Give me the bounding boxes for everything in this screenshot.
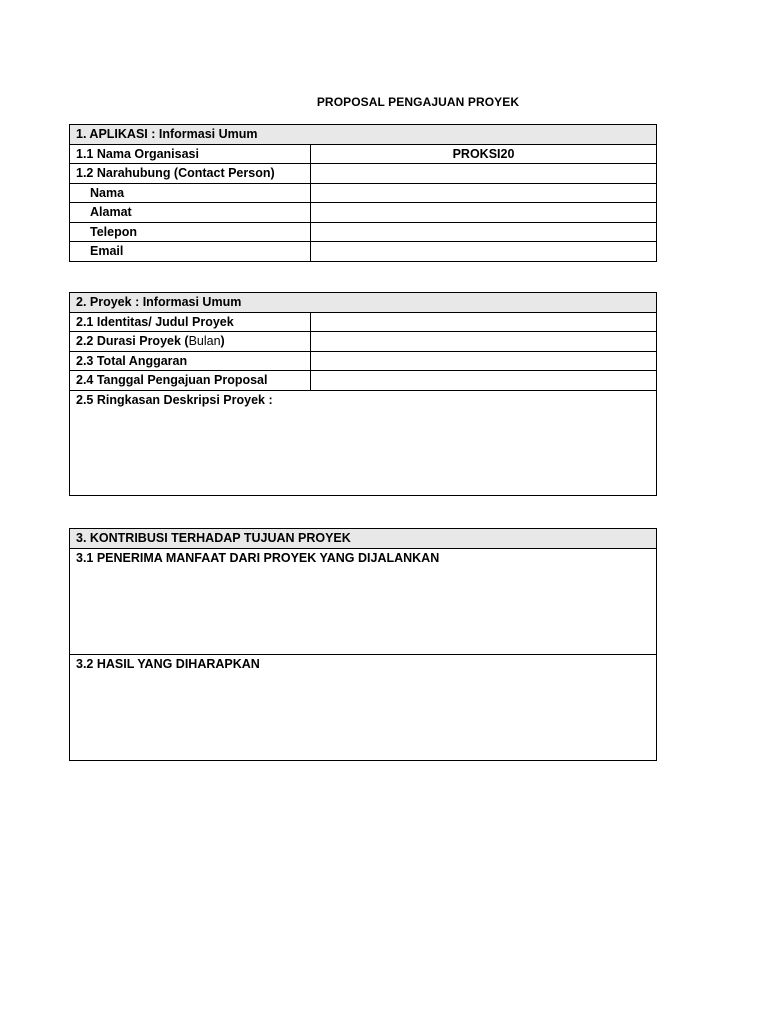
section-1-table <box>69 124 657 262</box>
field-label-nama-organisasi: 1.1 Nama Organisasi <box>70 144 311 164</box>
field-value-judul-proyek[interactable] <box>311 312 657 332</box>
field-value-total-anggaran[interactable] <box>311 351 657 371</box>
field-value-narahubung[interactable] <box>311 164 657 184</box>
page-title: PROPOSAL PENGAJUAN PROYEK <box>316 95 520 109</box>
durasi-label-text: 2.2 Durasi Proyek ( <box>76 334 189 348</box>
section-2-header: 2. Proyek : Informasi Umum <box>70 293 657 313</box>
field-hasil-diharapkan[interactable]: 3.2 HASIL YANG DIHARAPKAN <box>70 654 657 760</box>
field-value-nama-organisasi[interactable]: PROKSI20 <box>311 144 657 164</box>
field-label-email: Email <box>70 242 311 262</box>
field-label-durasi-proyek <box>70 332 311 352</box>
field-value-email[interactable] <box>311 242 657 262</box>
field-penerima-manfaat[interactable]: 3.1 PENERIMA MANFAAT DARI PROYEK YANG DIJALANKAN <box>70 548 657 654</box>
section-3-header: 3. KONTRIBUSI TERHADAP TUJUAN PROYEK <box>70 529 657 549</box>
field-value-alamat[interactable] <box>311 203 657 223</box>
field-value-telepon[interactable] <box>311 222 657 242</box>
field-label-narahubung: 1.2 Narahubung (Contact Person) <box>70 164 311 184</box>
field-label-nama: Nama <box>70 183 311 203</box>
durasi-label-close: ) <box>220 334 225 348</box>
field-label-alamat: Alamat <box>70 203 311 223</box>
section-1-header: 1. APLIKASI : Informasi Umum <box>70 125 657 145</box>
field-label-tanggal-pengajuan: 2.4 Tanggal Pengajuan Proposal <box>70 371 311 391</box>
field-value-nama[interactable] <box>311 183 657 203</box>
field-label-total-anggaran: 2.3 Total Anggaran <box>70 351 311 371</box>
field-value-tanggal-pengajuan[interactable] <box>311 371 657 391</box>
section-3-table <box>69 528 657 761</box>
section-2-table <box>69 292 657 496</box>
field-ringkasan-deskripsi[interactable]: 2.5 Ringkasan Deskripsi Proyek : <box>70 390 657 495</box>
field-value-durasi-proyek[interactable] <box>311 332 657 352</box>
field-label-telepon: Telepon <box>70 222 311 242</box>
field-label-judul-proyek: 2.1 Identitas/ Judul Proyek <box>70 312 311 332</box>
durasi-unit-text: Bulan <box>188 334 221 348</box>
